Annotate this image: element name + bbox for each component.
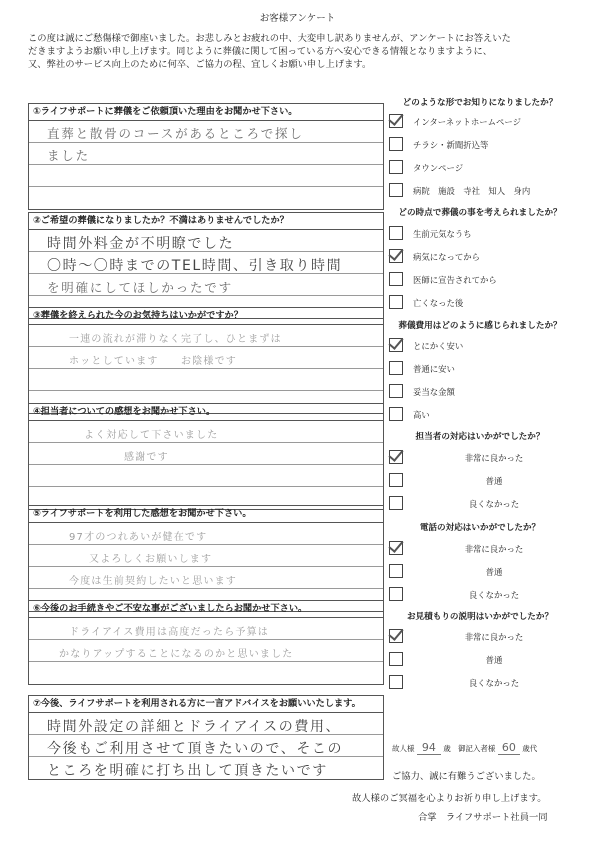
question-2-box: [28, 212, 384, 319]
answer-line[interactable]: [29, 369, 383, 391]
handwritten-answer: 〇時～〇時までのTEL時間、引き取り時間: [47, 258, 343, 274]
question-1-box: [28, 103, 384, 210]
question-5-box: [28, 505, 384, 612]
handwritten-answer: 時間外料金が不明瞭でした: [47, 236, 235, 252]
checkbox[interactable]: [389, 675, 403, 689]
checkbox[interactable]: [389, 384, 403, 398]
checkbox[interactable]: [389, 137, 403, 151]
option-row[interactable]: [389, 336, 569, 356]
intro-line: 又、弊社のサービス向上のために何卒、ご協力の程、宜しくお願い申し上げます。: [28, 59, 372, 70]
handwritten-answer: 感謝です: [124, 452, 169, 463]
option-label: 病気になってから: [413, 252, 480, 262]
checkbox[interactable]: [389, 160, 403, 174]
option-label: 高い: [413, 410, 430, 420]
option-row[interactable]: [389, 650, 569, 670]
checkbox-checked[interactable]: [389, 629, 403, 643]
handwritten-answer: 一連の流れが滞りなく完了し、ひとまずは: [69, 334, 282, 345]
right-question-1: どのような形でお知りになりましたか？: [402, 98, 558, 108]
option-label: 医師に宣告されてから: [413, 275, 497, 285]
checkbox[interactable]: [389, 183, 403, 197]
handwritten-answer: ました: [47, 148, 90, 163]
option-row[interactable]: [389, 293, 569, 313]
option-label: 良くなかった: [468, 678, 520, 688]
age-info: [392, 741, 537, 755]
option-row[interactable]: [389, 673, 569, 693]
answer-line[interactable]: [29, 618, 383, 640]
answer-line[interactable]: [29, 640, 383, 662]
checkbox-checked[interactable]: [389, 114, 403, 128]
checkbox-checked[interactable]: [389, 541, 403, 555]
option-label: 亡くなった後: [413, 298, 464, 308]
question-7-label: ⑦今後、ライフサポートを利用される方に一言アドバイスをお願いいたします。: [29, 696, 383, 713]
option-row[interactable]: [389, 471, 569, 491]
option-label: とにかく安い: [413, 341, 464, 351]
answer-line[interactable]: [29, 143, 383, 165]
question-3-box: [28, 307, 384, 414]
answer-line[interactable]: [29, 735, 383, 757]
option-row[interactable]: [389, 539, 569, 559]
answer-line[interactable]: [29, 165, 383, 187]
answer-line[interactable]: [29, 662, 383, 684]
answer-line[interactable]: [29, 325, 383, 347]
checkbox[interactable]: [389, 652, 403, 666]
writer-age-field[interactable]: [498, 741, 520, 755]
intro-text: [28, 32, 573, 71]
question-6-label: ⑥今後のお手続きやご不安な事がございましたらお聞かせ下さい。: [29, 601, 383, 618]
checkbox[interactable]: [389, 272, 403, 286]
answer-line[interactable]: [29, 545, 383, 567]
answer-line[interactable]: [29, 187, 383, 209]
option-row[interactable]: [389, 382, 569, 402]
question-1-label: ①ライフサポートに葬儀をご依頼頂いた理由をお聞かせ下さい。: [29, 104, 383, 121]
option-row[interactable]: [389, 562, 569, 582]
answer-line[interactable]: [29, 465, 383, 487]
handwritten-answer: 97才のつれあいが健在です: [69, 532, 208, 543]
option-label: タウンページ: [413, 163, 464, 173]
handwritten-answer: 又よろしくお願いします: [89, 554, 213, 565]
deceased-age-field[interactable]: [417, 741, 441, 755]
checkbox-checked[interactable]: [389, 249, 403, 263]
right-question-4: 担当者の対応はいかがでしたか？: [415, 432, 545, 442]
handwritten-answer: ドライアイス費用は高度だったら予算は: [69, 627, 269, 638]
option-label: 妥当な金額: [413, 387, 455, 397]
option-label: 良くなかった: [468, 590, 520, 600]
condolence-text: 故人様のご冥福を心よりお祈り申し上げます。: [352, 793, 547, 804]
handwritten-answer: よく対応して下さいました: [84, 430, 219, 441]
handwritten-answer: 今後もご利用させて頂きたいので、そこの: [47, 741, 344, 757]
handwritten-answer: かなりアップすることになるのかと思いました: [59, 649, 294, 660]
right-question-2: どの時点で葬儀の事を考えられましたか？: [398, 208, 562, 218]
option-row[interactable]: [389, 135, 569, 155]
option-label: 生前元気なうち: [413, 229, 472, 239]
answer-line[interactable]: [29, 121, 383, 143]
answer-line[interactable]: [29, 757, 383, 779]
answer-line[interactable]: [29, 421, 383, 443]
question-6-box: [28, 600, 384, 685]
option-row[interactable]: [389, 270, 569, 290]
checkbox-checked[interactable]: [389, 450, 403, 464]
age-unit: 歳: [443, 744, 451, 753]
checkbox[interactable]: [389, 587, 403, 601]
option-label: 良くなかった: [468, 499, 520, 509]
checkbox[interactable]: [389, 496, 403, 510]
option-label: インターネットホームページ: [413, 117, 521, 127]
option-row[interactable]: [389, 247, 569, 267]
checkbox-checked[interactable]: [389, 338, 403, 352]
answer-line[interactable]: [29, 252, 383, 274]
handwritten-answer: ところを明確に打ち出して頂きたいです: [47, 763, 328, 779]
checkbox[interactable]: [389, 295, 403, 309]
checkbox[interactable]: [389, 361, 403, 375]
answer-line[interactable]: [29, 443, 383, 465]
option-label: 普通に安い: [413, 364, 455, 374]
answer-line[interactable]: [29, 523, 383, 545]
option-label: 非常に良かった: [464, 544, 524, 554]
question-4-label: ④担当者についての感想をお聞かせ下さい。: [29, 404, 383, 421]
handwritten-answer: 今度は生前契約したいと思います: [69, 576, 237, 587]
checkbox[interactable]: [389, 407, 403, 421]
option-row[interactable]: [389, 181, 569, 201]
checkbox[interactable]: [389, 473, 403, 487]
handwritten-answer: 直葬と散骨のコースがあるところで探し: [47, 126, 304, 141]
question-5-label: ⑤ライフサポートを利用した感想をお聞かせ下さい。: [29, 506, 383, 523]
checkbox[interactable]: [389, 226, 403, 240]
writer-label: 御記入者様: [457, 744, 496, 753]
answer-line[interactable]: [29, 713, 383, 735]
option-row[interactable]: [389, 494, 569, 514]
option-row[interactable]: [389, 627, 569, 647]
answer-line[interactable]: [29, 230, 383, 252]
handwritten-answer: 時間外設定の詳細とドライアイスの費用、: [47, 719, 342, 735]
option-label: 普通: [485, 476, 503, 486]
deceased-label: 故人様: [392, 744, 415, 753]
option-row[interactable]: [389, 585, 569, 605]
right-question-5: 電話の対応はいかがでしたか？: [419, 523, 541, 533]
checkbox[interactable]: [389, 564, 403, 578]
thanks-text: ご協力、誠に有難うございました。: [392, 771, 541, 782]
option-label: 非常に良かった: [464, 453, 524, 463]
question-4-box: [28, 403, 384, 510]
question-7-box: [28, 695, 384, 780]
answer-line[interactable]: [29, 567, 383, 589]
option-row[interactable]: [389, 158, 569, 178]
deceased-age: 94: [421, 741, 436, 754]
option-row[interactable]: [389, 448, 569, 468]
option-row[interactable]: [389, 359, 569, 379]
option-label: 普通: [485, 655, 503, 665]
option-row[interactable]: [389, 112, 569, 132]
answer-line[interactable]: [29, 274, 383, 296]
intro-line: この度は誠にご愁傷様で御座いました。お悲しみとお疲れの中、大変申し訳ありませんが、アンケートにお答えいた: [28, 33, 511, 44]
question-2-label: ②ご希望の葬儀になりましたか？不満はありませんでしたか？: [29, 213, 383, 230]
writer-age-unit: 歳代: [522, 744, 538, 753]
intro-line: だきますようお願い申し上げます。同じように葬儀に関して困っている方へ安心できる情報となりますように、: [28, 46, 493, 57]
answer-line[interactable]: [29, 347, 383, 369]
handwritten-answer: を明確にしてほしかったです: [47, 280, 233, 295]
handwritten-answer: ホッとしています お陰様です: [69, 356, 237, 367]
question-3-label: ③葬儀を終えられた今のお気持ちはいかがですか？: [29, 308, 383, 325]
signature-text: 合掌 ライフサポート社員一同: [418, 812, 548, 823]
option-row[interactable]: [389, 405, 569, 425]
option-row[interactable]: [389, 224, 569, 244]
right-question-3: 葬儀費用はどのように感じられましたか？: [398, 321, 562, 331]
option-label: 病院 施設 寺社 知人 身内: [413, 186, 531, 196]
writer-age: 60: [501, 741, 516, 754]
option-label: 普通: [485, 567, 503, 577]
right-question-6: お見積もりの説明はいかがでしたか？: [406, 612, 554, 622]
option-label: チラシ・新聞折込等: [413, 140, 489, 150]
page-title: お客様アンケート: [259, 13, 336, 24]
option-label: 非常に良かった: [464, 632, 524, 642]
